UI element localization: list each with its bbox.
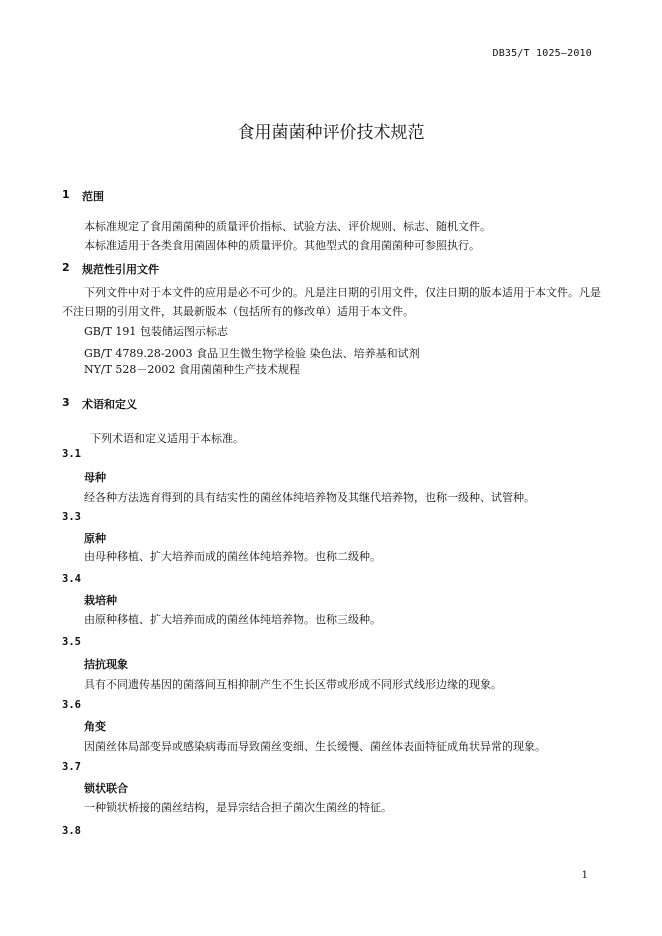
term-definition: 一种锁状桥接的菌丝结构，是异宗结合担子菌次生菌丝的特征。	[84, 801, 392, 814]
term-number: 3.4	[62, 573, 81, 585]
section-1-paragraph: 本标准规定了食用菌菌种的质量评价指标、试验方法、评价规则、标志、随机文件。	[84, 220, 491, 233]
term-definition: 因菌丝体局部变异或感染病毒而导致菌丝变细、生长缓慢、菌丝体表面特征成角状异常的现象。	[84, 740, 546, 753]
term-definition: 由原种移植、扩大培养而成的菌丝体纯培养物。也称三级种。	[84, 613, 381, 626]
term-name: 栽培种	[84, 594, 117, 607]
section-1-number: 1	[62, 188, 70, 201]
section-3-title: 术语和定义	[82, 398, 137, 411]
section-1-title: 范围	[82, 190, 104, 203]
term-number: 3.6	[62, 699, 81, 711]
reference-item: NY/T 528－2002 食用菌菌种生产技术规程	[84, 363, 300, 376]
term-name: 角变	[84, 720, 106, 733]
term-name: 原种	[84, 532, 106, 545]
term-number: 3.5	[62, 636, 81, 648]
page-title: 食用菌菌种评价技术规范	[237, 123, 425, 143]
term-definition: 由母种移植、扩大培养而成的菌丝体纯培养物。也称二级种。	[84, 550, 381, 563]
term-definition: 具有不同遗传基因的菌落间互相抑制产生不生长区带或形成不同形式线形边缘的现象。	[84, 678, 502, 691]
term-number: 3.3	[62, 511, 81, 523]
term-name: 母种	[84, 471, 106, 484]
section-3-intro: 下列术语和定义适用于本标准。	[90, 432, 244, 445]
section-2-intro: 下列文件中对于本文件的应用是必不可少的。凡是注日期的引用文件，仅注日期的版本适用于本文件。凡是不注日期的引用文件，其最新版本（包括所有的修改单）适用于本文件。	[62, 286, 601, 318]
section-2-number: 2	[62, 261, 70, 274]
reference-item: GB/T 4789.28-2003 食品卫生微生物学检验 染色法、培养基和试剂	[84, 347, 420, 360]
term-name: 锁状联合	[84, 782, 128, 795]
term-number: 3.1	[62, 448, 81, 460]
term-number: 3.7	[62, 761, 81, 773]
term-definition: 经各种方法选育得到的具有结实性的菌丝体纯培养物及其继代培养物，也称一级种、试管种。	[84, 491, 535, 504]
reference-item: GB/T 191 包装储运图示标志	[84, 325, 228, 338]
section-1-paragraph: 本标准适用于各类食用菌固体种的质量评价。其他型式的食用菌菌种可参照执行。	[84, 239, 480, 252]
page-number: 1	[581, 870, 588, 881]
section-3-number: 3	[62, 396, 70, 409]
section-2-title: 规范性引用文件	[82, 263, 159, 276]
document-code: DB35/T 1025—2010	[492, 48, 592, 59]
term-name: 拮抗现象	[84, 658, 128, 671]
term-number: 3.8	[62, 825, 81, 837]
